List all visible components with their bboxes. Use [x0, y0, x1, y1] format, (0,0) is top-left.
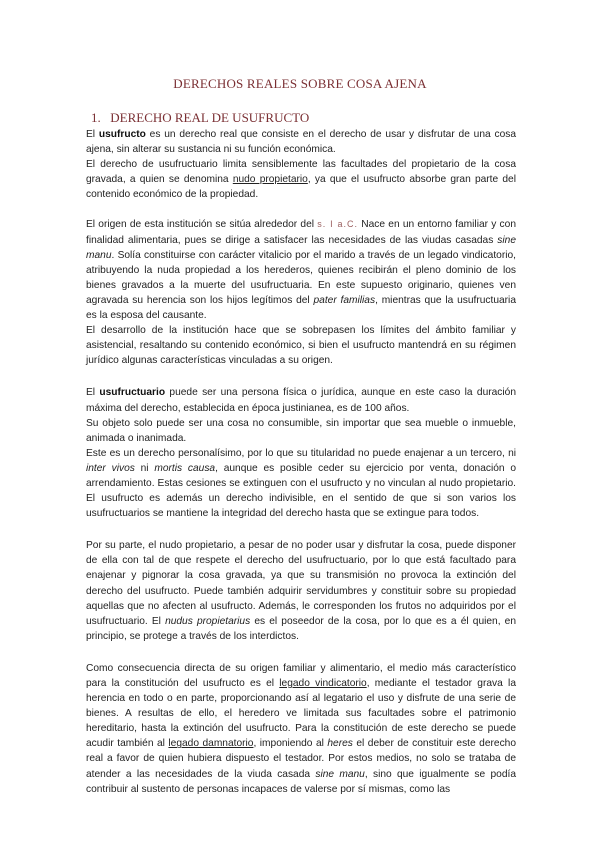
paragraph-constitucion: Como consecuencia directa de su origen familiar y alimentario, el medio más característico para la constitución del usufructo es el legado vindicatorio, mediante el testador grava la herencia en todo o en parte, proporcionando así al legatario el uso y disfrute de una serie de bienes. A resultas de ello, el heredero ve limitada sus facultades sobre el patrimonio hereditario, hasta la extinción del usufructo. Para la constitución de este derecho se puede acudir también al legado damnatorio, imponiendo al heres el deber de constituir este derecho real a favor de quien hubiera dispuesto el testador. Por estos medios, no solo se trataba de atender a las necesidades de la viuda casada sine manu, sino que igualmente se podía contribuir al sustento de personas incapaces de valerse por sí mismas, como las	[86, 662, 516, 795]
term-legado-damnatorio: legado damnatorio	[168, 738, 254, 750]
term-sine-manu-2: sine manu	[315, 768, 365, 780]
term-siglo: s. I a.C.	[317, 219, 359, 230]
term-pater-familias: pater familias	[313, 294, 376, 306]
term-heres: heres	[327, 738, 353, 750]
term-nudo-propietario: nudo propietario	[232, 174, 308, 186]
section-heading	[91, 110, 309, 126]
paragraph-desarrollo: El desarrollo de la institución hace que se sobrepasen los límites del ámbito familiar y asistencial, resaltando su contenido económico, si bien el usufructo mantendrá en su régimen jurídico algunas características vinculadas a su origen.	[86, 325, 516, 367]
paragraph-gap	[86, 202, 516, 217]
paragraph-usufructo-definition: El usufructo es un derecho real que consiste en el derecho de usar y disfrutar de una cosa ajena, sin alterar su sustancia ni su función económica.	[86, 129, 516, 156]
term-mortis-causa: mortis causa	[154, 462, 216, 474]
term-usufructo: usufructo	[98, 129, 146, 140]
term-inter-vivos: inter vivos	[86, 462, 135, 474]
paragraph-gap	[86, 521, 516, 538]
document-title: DERECHOS REALES SOBRE COSA AJENA	[173, 76, 427, 91]
paragraph-usufructuario: El usufructuario puede ser una persona física o jurídica, aunque en este caso la duración máxima del derecho, establecida en época justinianea, es de 100 años.	[86, 387, 516, 414]
paragraph-gap	[86, 368, 516, 385]
paragraph-nudo-propietario: El derecho de usufructuario limita sensiblemente las facultades del propietario de la cosa gravada, a quien se denomina nudo propietario, ya que el usufructo absorbe gran parte del contenido económico de la propiedad.	[86, 159, 516, 201]
term-usufructuario: usufructuario	[99, 387, 166, 399]
paragraph-origen: El origen de esta institución se sitúa alrededor del s. I a.C. Nace en un entorno familiar y con finalidad alimentaria, pues se dirige a satisfacer las necesidades de las viudas casadas sine manu. Solía constituirse con carácter vitalicio por el marido a través de un legado vindicatorio, atribuyendo la nuda propiedad a los herederos, quienes recibirán el pleno dominio de los bienes gravados a la muerte del usufructuaria. En este supuesto originario, quienes ven agravada su herencia son los hijos legítimos del pater familias, mientras que la usufructuaria es la esposa del causante.	[86, 219, 516, 322]
section-title: DERECHO REAL DE USUFRUCTO	[110, 110, 310, 125]
term-sine-manu: sine manu	[86, 234, 516, 261]
term-nudus-propietarius: nudus propietarius	[165, 615, 251, 627]
paragraph-gap	[86, 644, 516, 661]
paragraph-personalisimo: Este es un derecho personalísimo, por lo que su titularidad no puede enajenar a un tercero, ni inter vivos ni mortis causa, aunque es posible ceder su ejercicio por venta, donación o arrendamiento. Estas cesiones se extinguen con el usufructo y no vinculan al nudo propietario. El usufructo es además un derecho indivisible, en el sentido de que si son varios los usufructuarios se mantiene la integridad del derecho hasta que se extingue para todos.	[86, 447, 517, 520]
term-legado-vindicatorio: legado vindicatorio	[279, 678, 367, 689]
document-body	[86, 127, 516, 797]
section-number: 1.	[91, 110, 101, 125]
paragraph-objeto: Su objeto solo puede ser una cosa no consumible, sin importar que sea mueble o inmueble, animada o inanimada.	[86, 417, 516, 444]
paragraph-nudo-propietario-derechos: Por su parte, el nudo propietario, a pesar de no poder usar y disfrutar la cosa, puede disponer de ella con tal de que respete el derecho del usufructuario, por lo que está facultado para enajenar y pignorar la cosa gravada, ya que su transmisión no provoca la extinción del derecho del usufructo. Puede también adquirir servidumbres y constituir sobre su propiedad aquellas que no afecten al usufructo. Además, le corresponden los frutos no adquiridos por el usufructuario. El nudus propietarius es el poseedor de la cosa, por lo que es a él quien, en principio, se protege a través de los interdictos.	[86, 540, 517, 642]
